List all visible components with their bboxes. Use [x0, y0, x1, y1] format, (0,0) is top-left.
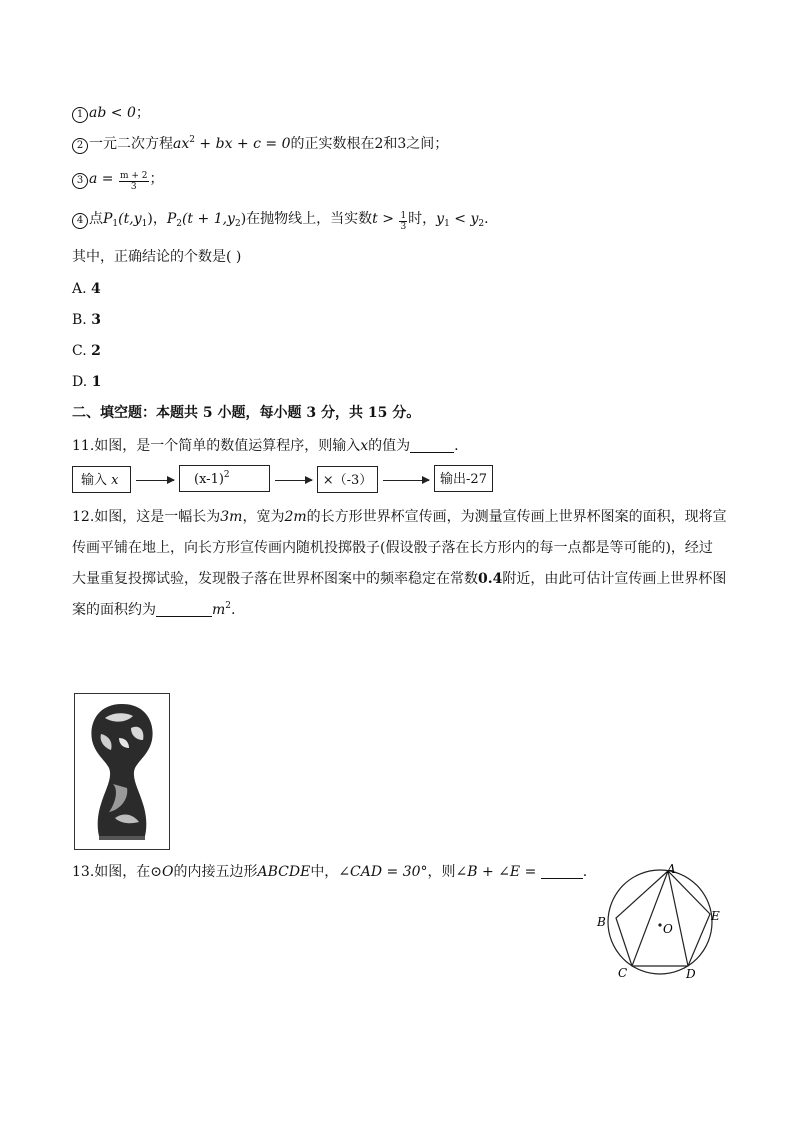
math-expression: a =: [89, 171, 118, 187]
question-line: [72, 595, 732, 626]
exponent: 2: [223, 470, 230, 480]
statement-text: 一元二次方程: [89, 136, 173, 152]
variable: O: [162, 864, 174, 880]
option-value: 3: [91, 312, 101, 328]
subscript: 2: [234, 219, 241, 229]
punctuation: ，: [152, 211, 167, 227]
circle-o: [608, 870, 712, 974]
option-a: [72, 279, 101, 299]
answer-blank[interactable]: [156, 602, 212, 617]
fraction-denominator: 3: [130, 182, 137, 192]
question-number: 12.: [72, 509, 95, 525]
answer-blank[interactable]: [541, 864, 583, 879]
question-number: 13.: [72, 864, 95, 880]
label-b: B: [597, 915, 606, 929]
subscript: 1: [444, 219, 450, 229]
exponent: 2: [225, 601, 232, 611]
question-text: 大量重复投掷试验，发现骰子落在世界杯图案中的频率稳定在常数: [72, 571, 478, 587]
math-expression: (t,y: [118, 211, 142, 227]
center-dot: [658, 923, 661, 926]
punctuation: .: [484, 211, 489, 227]
punctuation: .: [231, 602, 236, 618]
math-expression: (t + 1,y: [181, 211, 235, 227]
flow-input-box: [72, 466, 131, 493]
circled-number: 1: [72, 107, 88, 123]
point-name: P: [103, 211, 113, 227]
world-cup-trophy-figure: [74, 693, 170, 850]
flow-step-text: (x-1): [194, 472, 224, 487]
section-heading: 二、填空题：本题共 5 小题，每小题 3 分，共 15 分。: [72, 405, 421, 421]
question-text: 案的面积约为: [72, 602, 156, 618]
variable: x: [360, 438, 369, 454]
option-letter: D.: [72, 374, 88, 390]
question-text: 中，: [310, 864, 339, 880]
statement-text: 时，: [408, 211, 437, 227]
question-text: 附近，由此可估计宣传画上世界杯图: [502, 571, 727, 587]
circled-number: 3: [72, 173, 88, 189]
question-text: 如图，是一个简单的数值运算程序，则输入: [94, 438, 361, 454]
unit: m: [212, 602, 226, 618]
question-text: 的内接五边形: [173, 864, 258, 880]
answer-blank[interactable]: [410, 438, 454, 453]
option-value: 2: [91, 343, 101, 359]
fraction: [119, 171, 149, 192]
exponent: 2: [189, 135, 195, 145]
option-letter: B.: [72, 312, 87, 328]
math-expression: 0.4: [478, 571, 503, 587]
math-expression: ∠CAD = 30°: [338, 864, 428, 880]
statement-3: [72, 169, 164, 192]
statement-2: [72, 134, 448, 154]
fraction-numerator: m + 2: [119, 171, 148, 181]
flow-arrow: [383, 480, 429, 481]
polygon-name: ABCDE: [257, 864, 311, 880]
circled-number: 2: [72, 138, 88, 154]
punctuation: ): [240, 211, 247, 227]
fraction-denominator: 3: [400, 222, 407, 232]
diagonal-ac: [632, 871, 668, 966]
punctuation: ): [147, 211, 153, 227]
fraction: [399, 211, 407, 232]
inscribed-pentagon-figure: [590, 860, 730, 985]
question-text: 的长方形世界杯宣传画，为测量宣传画上世界杯图案的面积，现将宣: [306, 509, 727, 525]
subscript: 1: [141, 219, 148, 229]
question-line: [72, 502, 732, 533]
question-line: 传画平铺在地上，向长方形宣传画内随机投掷骰子(假设骰子落在长方形内的每一点都是等可能的)，经过: [72, 540, 713, 556]
option-c: [72, 341, 101, 361]
flow-step-square: [179, 465, 270, 492]
question-text: 如图，在: [94, 864, 151, 880]
label-a: A: [667, 862, 676, 876]
math-expression: ab < 0: [89, 105, 136, 121]
math-expression: <: [449, 211, 471, 227]
option-d: [72, 372, 101, 392]
label-d: D: [686, 967, 696, 981]
question-prompt: 其中，正确结论的个数是( ): [72, 249, 242, 265]
subscript: 1: [112, 219, 119, 229]
option-letter: A.: [72, 281, 87, 297]
question-12: [72, 502, 732, 626]
statement-1: 1 ab < 0；: [72, 103, 150, 123]
flow-step-multiply: ×（-3）: [317, 466, 378, 493]
question-line: [72, 564, 732, 595]
math-expression: ax: [173, 136, 190, 152]
question-13: [72, 862, 587, 882]
subscript: 2: [478, 219, 485, 229]
option-value: 4: [91, 281, 101, 297]
option-letter: C.: [72, 343, 87, 359]
option-value: 1: [91, 374, 102, 390]
label-c: C: [618, 966, 628, 980]
subscript: 2: [176, 219, 182, 229]
math-expression: + bx + c = 0: [194, 136, 291, 152]
label-e: E: [711, 909, 720, 923]
statement-text: 在抛物线上，当实数: [246, 211, 373, 227]
math-expression: 3m: [220, 509, 243, 525]
flow-input-label: 输入: [81, 473, 108, 488]
question-text: ，则: [427, 864, 456, 880]
flow-arrow: [275, 480, 312, 481]
flow-output-box: 输出-27: [434, 465, 493, 492]
statement-4: [72, 209, 489, 232]
variable: x: [111, 473, 119, 488]
punctuation: .: [454, 438, 459, 454]
circle-symbol: ⊙: [150, 864, 162, 880]
question-text: 的值为: [368, 438, 411, 454]
punctuation: ；: [149, 171, 164, 187]
diagonal-ad: [668, 871, 688, 966]
punctuation: .: [582, 864, 588, 880]
point-name: P: [166, 211, 177, 227]
circled-number: 4: [72, 213, 88, 229]
fraction-numerator: 1: [400, 211, 407, 221]
trophy-icon: [75, 694, 169, 849]
math-expression: 2m: [284, 509, 307, 525]
question-text: 如图，这是一幅长为: [94, 509, 221, 525]
question-text: ，宽为: [242, 509, 285, 525]
option-b: [72, 310, 101, 330]
math-expression: ∠B + ∠E =: [455, 864, 541, 880]
label-o: O: [663, 922, 673, 936]
question-number: 11.: [72, 438, 95, 454]
math-expression: y: [436, 211, 445, 227]
statement-text: 的正实数根在2和3之间；: [290, 136, 449, 152]
question-11: [72, 436, 459, 456]
flow-arrow: [136, 480, 174, 481]
math-expression: y: [470, 211, 479, 227]
math-expression: t >: [372, 211, 399, 227]
statement-text: 点: [89, 211, 103, 227]
